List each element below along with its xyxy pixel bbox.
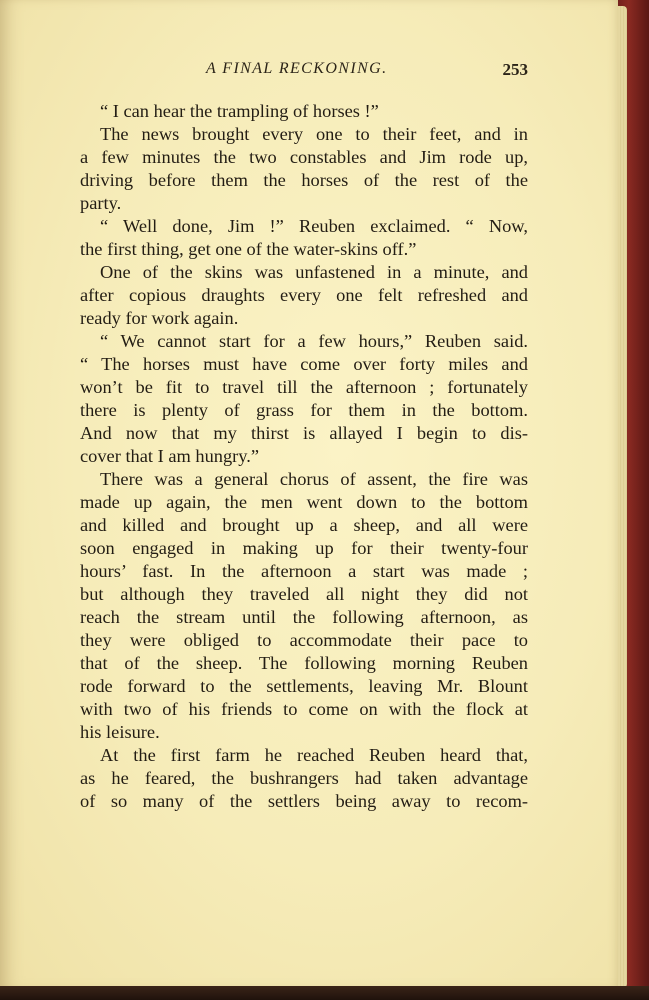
text-line: that of the sheep. The following morning Reuben: [80, 653, 528, 673]
text-line: there is plenty of grass for them in the bottom.: [80, 400, 528, 420]
paper-specks: [322, 838, 342, 858]
text-line: cover that I am hungry.”: [80, 446, 260, 466]
text-line: At the first farm he reached Reuben heard that,: [100, 745, 528, 765]
text-line: his leisure.: [80, 722, 160, 742]
text-line: party.: [80, 193, 122, 213]
text-line: “ Well done, Jim !” Reuben exclaimed. “ Now,: [100, 216, 528, 236]
text-line: rode forward to the settlements, leaving Mr. Blount: [80, 676, 528, 696]
text-line: And now that my thirst is allayed I begin to dis-: [80, 423, 528, 443]
text-line: reach the stream until the following afternoon, as: [80, 607, 528, 627]
text-line: a few minutes the two constables and Jim rode up,: [80, 147, 528, 167]
text-line: There was a general chorus of assent, the fire was: [100, 469, 528, 489]
text-line: with two of his friends to come on with the flock at: [80, 699, 528, 719]
text-line: the first thing, get one of the water-skins off.”: [80, 239, 417, 259]
text-line: hours’ fast. In the afternoon a start was made ;: [80, 561, 528, 581]
text-line: One of the skins was unfastened in a minute, and: [100, 262, 528, 282]
text-line: but although they traveled all night they did not: [80, 584, 528, 604]
text-line: and killed and brought up a sheep, and all were: [80, 515, 528, 535]
text-line: of so many of the settlers being away to recom-: [80, 791, 528, 811]
gutter-bleed-marks: [0, 90, 10, 230]
text-line: The news brought every one to their feet, and in: [100, 124, 528, 144]
text-line: soon engaged in making up for their twenty-four: [80, 538, 528, 558]
text-line: ready for work again.: [80, 308, 239, 328]
text-line: won’t be fit to travel till the afternoon ; fortunately: [80, 377, 528, 397]
text-line: after copious draughts every one felt refreshed and: [80, 285, 528, 305]
text-line: made up again, the men went down to the bottom: [80, 492, 528, 512]
text-line: they were obliged to accommodate their pace to: [80, 630, 528, 650]
book-bottom-shadow: [0, 986, 649, 1000]
text-line: “ The horses must have come over forty miles and: [80, 354, 528, 374]
page-number: 253: [502, 60, 528, 79]
running-title: A FINAL RECKONING.: [206, 60, 388, 77]
text-line: driving before them the horses of the rest of the: [80, 170, 528, 190]
text-line: “ We cannot start for a few hours,” Reuben said.: [100, 331, 528, 351]
body-text: [80, 100, 528, 813]
running-head: [80, 60, 530, 84]
text-line: “ I can hear the trampling of horses !”: [100, 101, 379, 121]
text-line: as he feared, the bushrangers had taken advantage: [80, 768, 528, 788]
